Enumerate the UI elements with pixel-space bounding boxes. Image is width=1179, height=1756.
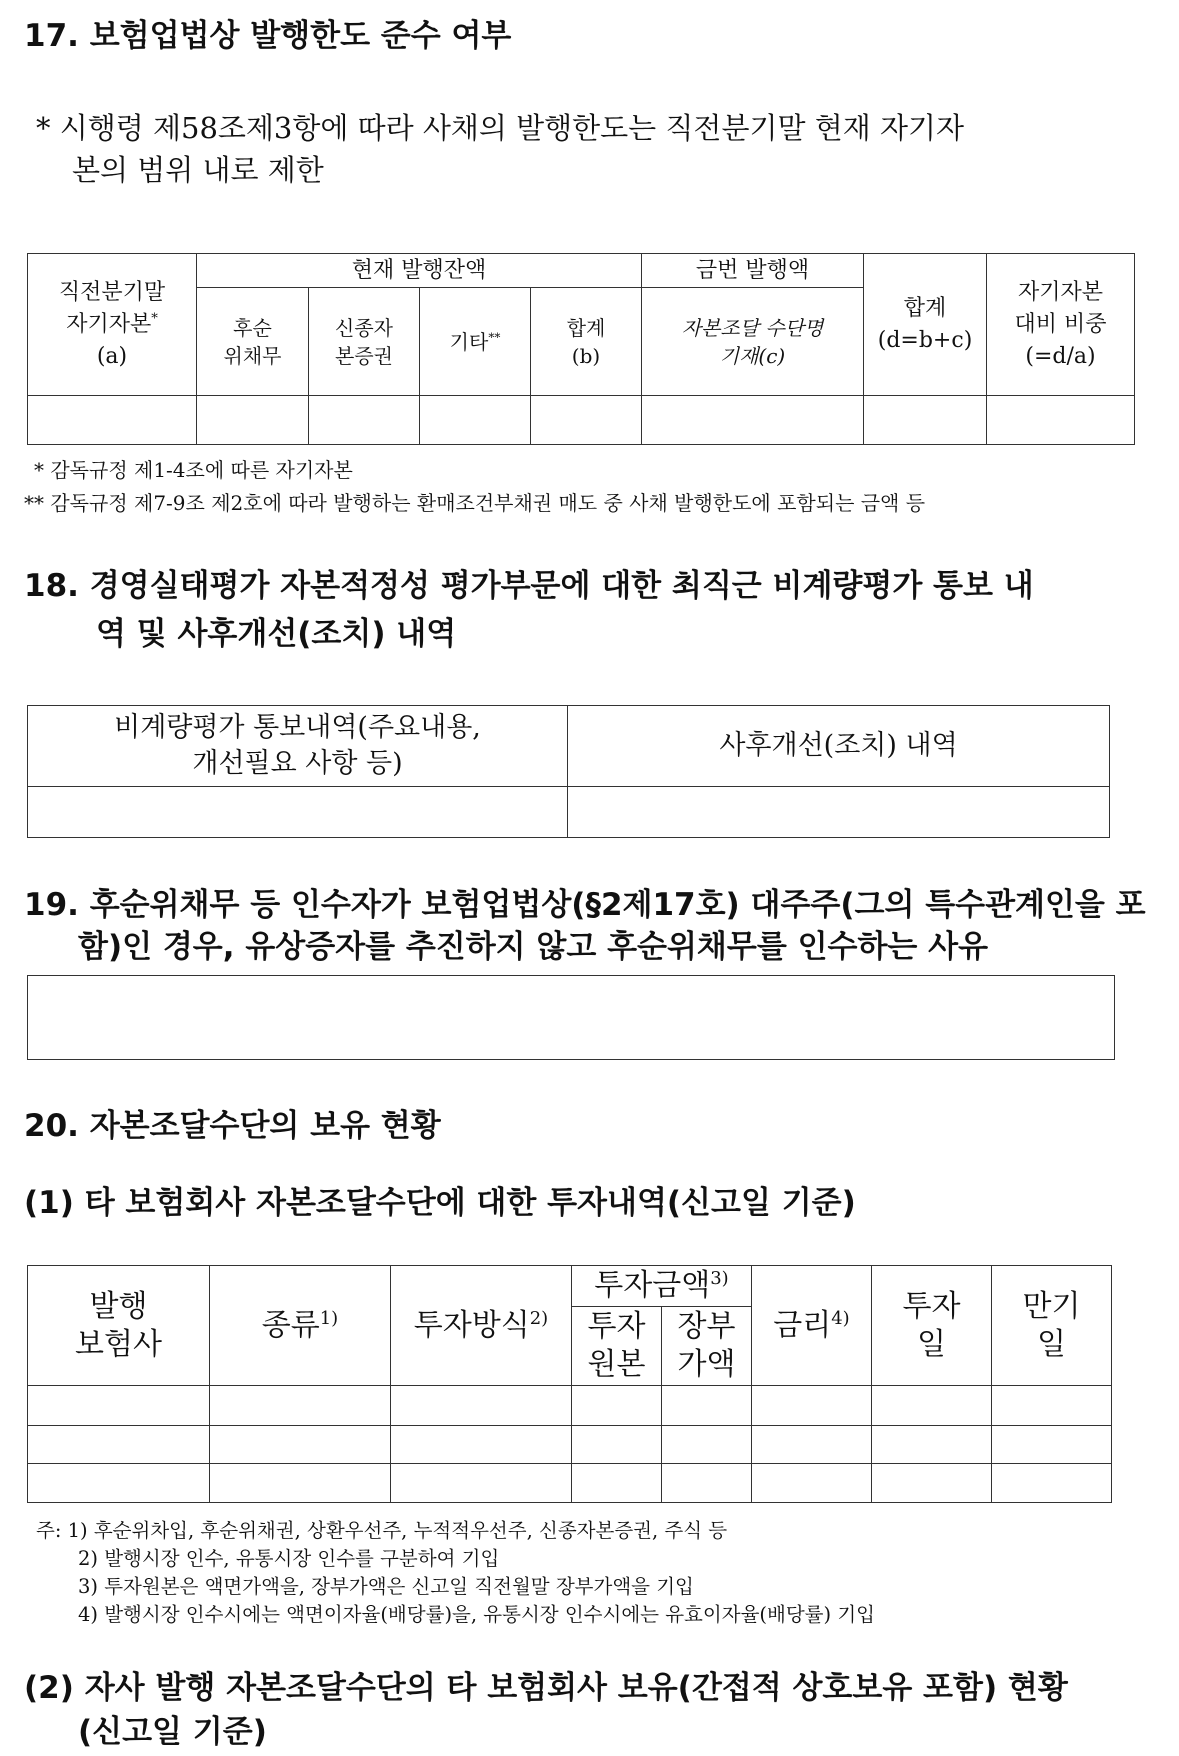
- table-cell[interactable]: [992, 1464, 1112, 1503]
- table-cell[interactable]: [752, 1426, 872, 1464]
- section-17-footnote2: ** 감독규정 제7-9조 제2호에 따라 발행하는 환매조건부채권 매도 중 사채 발행한도에 포함되는 금액 등: [24, 491, 926, 515]
- reason-input-box[interactable]: [27, 975, 1115, 1060]
- table-cell[interactable]: [872, 1464, 992, 1503]
- table-cell[interactable]: [210, 1464, 391, 1503]
- header-issuer: 발행 보험사: [28, 1266, 210, 1386]
- non-quantitative-table: [27, 705, 1110, 838]
- table-cell[interactable]: [531, 396, 642, 445]
- header-prior-quarter-capital: 직전분기말 자기자본* (a): [28, 254, 197, 396]
- header-total-d: 합계 (d=b+c): [864, 254, 987, 396]
- table-row: [28, 787, 1110, 838]
- header-principal: 투자 원본: [572, 1307, 662, 1386]
- section-17-footnote1: * 감독규정 제1-4조에 따른 자기자본: [34, 458, 353, 482]
- table-cell[interactable]: [752, 1464, 872, 1503]
- section-17-note-line1: * 시행령 제58조제3항에 따라 사채의 발행한도는 직전분기말 현재 자기자: [36, 111, 964, 145]
- table-cell[interactable]: [28, 1386, 210, 1426]
- table-cell[interactable]: [572, 1464, 662, 1503]
- section-17-note-line2: 본의 범위 내로 제한: [72, 153, 324, 187]
- section-20-sub2-line1: (2) 자사 발행 자본조달수단의 타 보험회사 보유(간접적 상호보유 포함) 현황: [24, 1670, 1068, 1706]
- investment-table: [27, 1265, 1112, 1503]
- section-20-note4: 4) 발행시장 인수시에는 액면이자율(배당률)을, 유통시장 인수시에는 유효이자율(배당률) 기입: [78, 1603, 876, 1626]
- table-cell[interactable]: [28, 787, 568, 838]
- header-capital-ratio: 자기자본 대비 비중 (=d/a): [987, 254, 1135, 396]
- header-investment-date: 투자 일: [872, 1266, 992, 1386]
- table-cell[interactable]: [28, 1426, 210, 1464]
- table-cell[interactable]: [420, 396, 531, 445]
- table-cell[interactable]: [572, 1386, 662, 1426]
- table-row: [28, 1426, 1112, 1464]
- section-20-sub2-line2: (신고일 기준): [78, 1714, 267, 1750]
- section-19-title-line1: 19. 후순위채무 등 인수자가 보험업법상(§2제17호) 대주주(그의 특수관계인을 포: [24, 887, 1146, 923]
- section-20-sub1: (1) 타 보험회사 자본조달수단에 대한 투자내역(신고일 기준): [24, 1185, 856, 1221]
- table-cell[interactable]: [210, 1426, 391, 1464]
- header-type: 종류$^{1)}$: [210, 1266, 391, 1386]
- header-funding-instrument-c: 자본조달 수단명 기재(c): [642, 288, 864, 396]
- table-cell[interactable]: [987, 396, 1135, 445]
- table-cell[interactable]: [872, 1386, 992, 1426]
- section-20-note1: 주: 1) 후순위차입, 후순위채권, 상환우선주, 누적적우선주, 신종자본증권, 주식 등: [36, 1519, 728, 1542]
- table-cell[interactable]: [864, 396, 987, 445]
- table-cell[interactable]: [568, 787, 1110, 838]
- section-20-note3: 3) 투자원본은 액면가액을, 장부가액은 신고일 직전월말 장부가액을 기입: [78, 1575, 694, 1598]
- table-cell[interactable]: [197, 396, 309, 445]
- issuance-limit-table: [27, 253, 1135, 445]
- header-other: 기타**: [420, 288, 531, 396]
- table-row: [28, 1464, 1112, 1503]
- section-18-title-line2: 역 및 사후개선(조치) 내역: [96, 616, 457, 652]
- header-evaluation-notice: 비계량평가 통보내역(주요내용, 개선필요 사항 등): [28, 706, 568, 787]
- table-cell[interactable]: [662, 1426, 752, 1464]
- table-cell[interactable]: [28, 396, 197, 445]
- section-18-title-line1: 18. 경영실태평가 자본적정성 평가부문에 대한 최직근 비계량평가 통보 내: [24, 568, 1034, 604]
- table-cell[interactable]: [642, 396, 864, 445]
- header-sum-b: 합계 (b): [531, 288, 642, 396]
- header-book-value: 장부 가액: [662, 1307, 752, 1386]
- table-cell[interactable]: [391, 1464, 572, 1503]
- section-19-title-line2: 함)인 경우, 유상증자를 추진하지 않고 후순위채무를 인수하는 사유: [78, 929, 989, 965]
- header-method: 투자방식$^{2)}$: [391, 1266, 572, 1386]
- header-current-balance-group: 현재 발행잔액: [197, 254, 642, 288]
- header-subordinated-debt: 후순 위채무: [197, 288, 309, 396]
- table-cell[interactable]: [992, 1426, 1112, 1464]
- section-20-title: 20. 자본조달수단의 보유 현황: [24, 1108, 441, 1144]
- table-cell[interactable]: [391, 1386, 572, 1426]
- table-cell[interactable]: [572, 1426, 662, 1464]
- table-cell[interactable]: [752, 1386, 872, 1426]
- table-cell[interactable]: [872, 1426, 992, 1464]
- table-cell[interactable]: [309, 396, 420, 445]
- header-maturity-date: 만기 일: [992, 1266, 1112, 1386]
- header-hybrid-capital: 신종자 본증권: [309, 288, 420, 396]
- section-20-note2: 2) 발행시장 인수, 유통시장 인수를 구분하여 기입: [78, 1547, 500, 1570]
- header-rate: 금리$^{4)}$: [752, 1266, 872, 1386]
- header-this-issuance-group: 금번 발행액: [642, 254, 864, 288]
- table-row: [28, 1386, 1112, 1426]
- table-row: [28, 396, 1135, 445]
- table-cell[interactable]: [662, 1386, 752, 1426]
- table-cell[interactable]: [992, 1386, 1112, 1426]
- table-cell[interactable]: [210, 1386, 391, 1426]
- section-17-title: 17. 보험업법상 발행한도 준수 여부: [24, 18, 512, 54]
- table-cell[interactable]: [662, 1464, 752, 1503]
- header-amount-group: 투자금액$^{3)}$: [572, 1266, 752, 1307]
- table-cell[interactable]: [28, 1464, 210, 1503]
- header-follow-up-action: 사후개선(조치) 내역: [568, 706, 1110, 787]
- table-cell[interactable]: [391, 1426, 572, 1464]
